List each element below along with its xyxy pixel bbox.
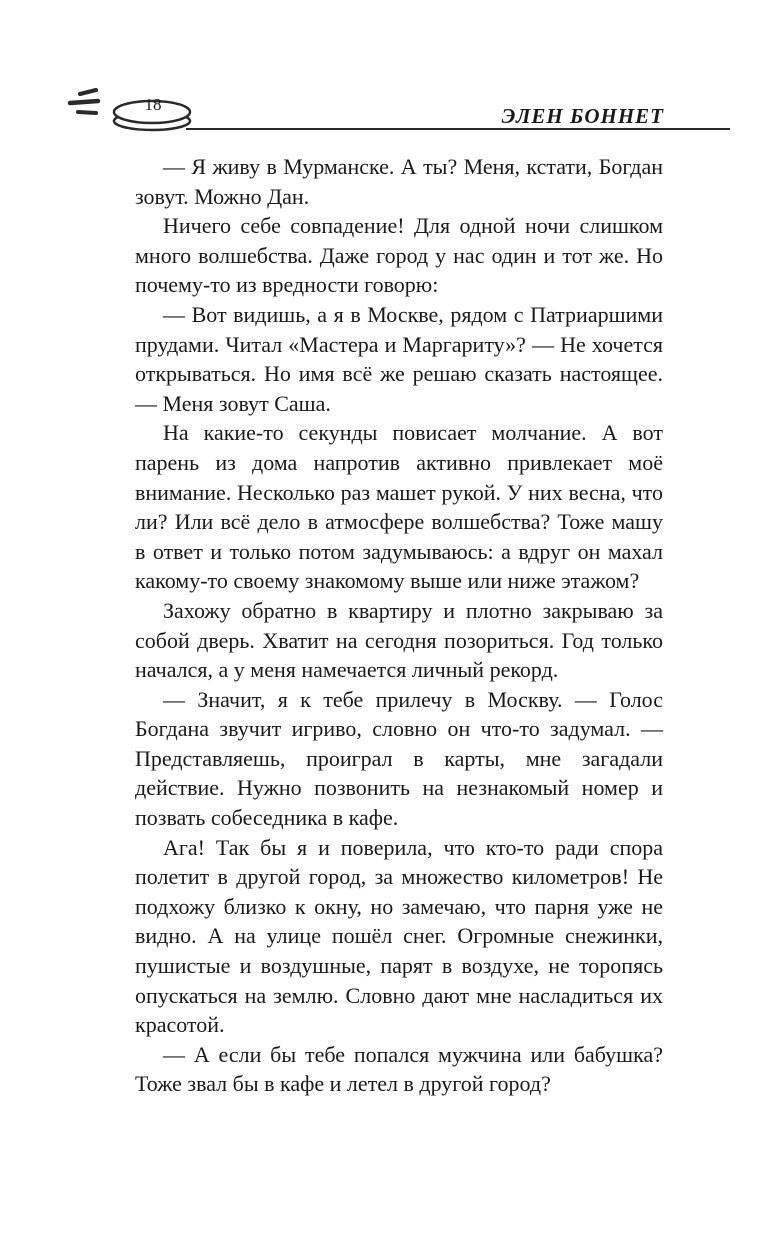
paragraph: — А если бы тебе попался мужчина или бабушка? Тоже звал бы в кафе и летел в другой город? bbox=[135, 1041, 663, 1097]
paragraph: Захожу обратно в квартиру и плотно закрываю за собой дверь. Хватит на сегодня позориться. Год только начался, а у меня намечается личный рекорд. bbox=[135, 597, 663, 683]
paragraph: Ничего себе совпадение! Для одной ночи слишком много волшебства. Даже город у нас один и тот же. Но почему-то из вредности говорю: bbox=[135, 213, 663, 298]
paragraph: На какие-то секунды повисает молчание. А вот парень из дома напротив активно привлекает моё внимание. Несколько раз машет рукой. У них весна, что ли? Или всё дело в атмосфере волшебства? Тоже машу в ответ и только потом задумываюсь: а вдруг он махал какому-то своему знакомому выше или ниже этажом? bbox=[135, 420, 663, 594]
decorative-dashes-icon bbox=[66, 88, 110, 118]
paragraph: — Значит, я к тебе прилечу в Москву. — Голос Богдана звучит игриво, словно он что-то задумал. — Представляешь, проиграл в карты, мне загадали действие. Нужно позвонить на незнакомый номер и позвать собеседника в кафе. bbox=[135, 686, 663, 831]
running-head-author: ЭЛЕН БОННЕТ bbox=[501, 104, 664, 128]
page-number: 18 bbox=[144, 95, 162, 114]
paragraph: Ага! Так бы я и поверила, что кто-то ради спора полетит в другой город, за множество километров! Не подхожу близко к окну, но замечаю, что парня уже не видно. А на улице пошёл снег. Огромные снежинки, пушистые и воздушные, парят в воздухе, не торопясь опускаться на землю. Словно дают мне насладиться их красотой. bbox=[135, 834, 663, 1038]
paragraph: — Вот видишь, а я в Москве, рядом с Патриаршими прудами. Читал «Мастера и Маргариту»? — Не хочется открываться. Но имя всё же решаю сказать настоящее. — Меня зовут Саша. bbox=[135, 301, 663, 416]
page-header bbox=[66, 84, 666, 136]
body-text bbox=[135, 152, 663, 1099]
paragraph: — Я живу в Мурманске. А ты? Меня, кстати, Богдан зовут. Можно Дан. bbox=[135, 154, 663, 209]
